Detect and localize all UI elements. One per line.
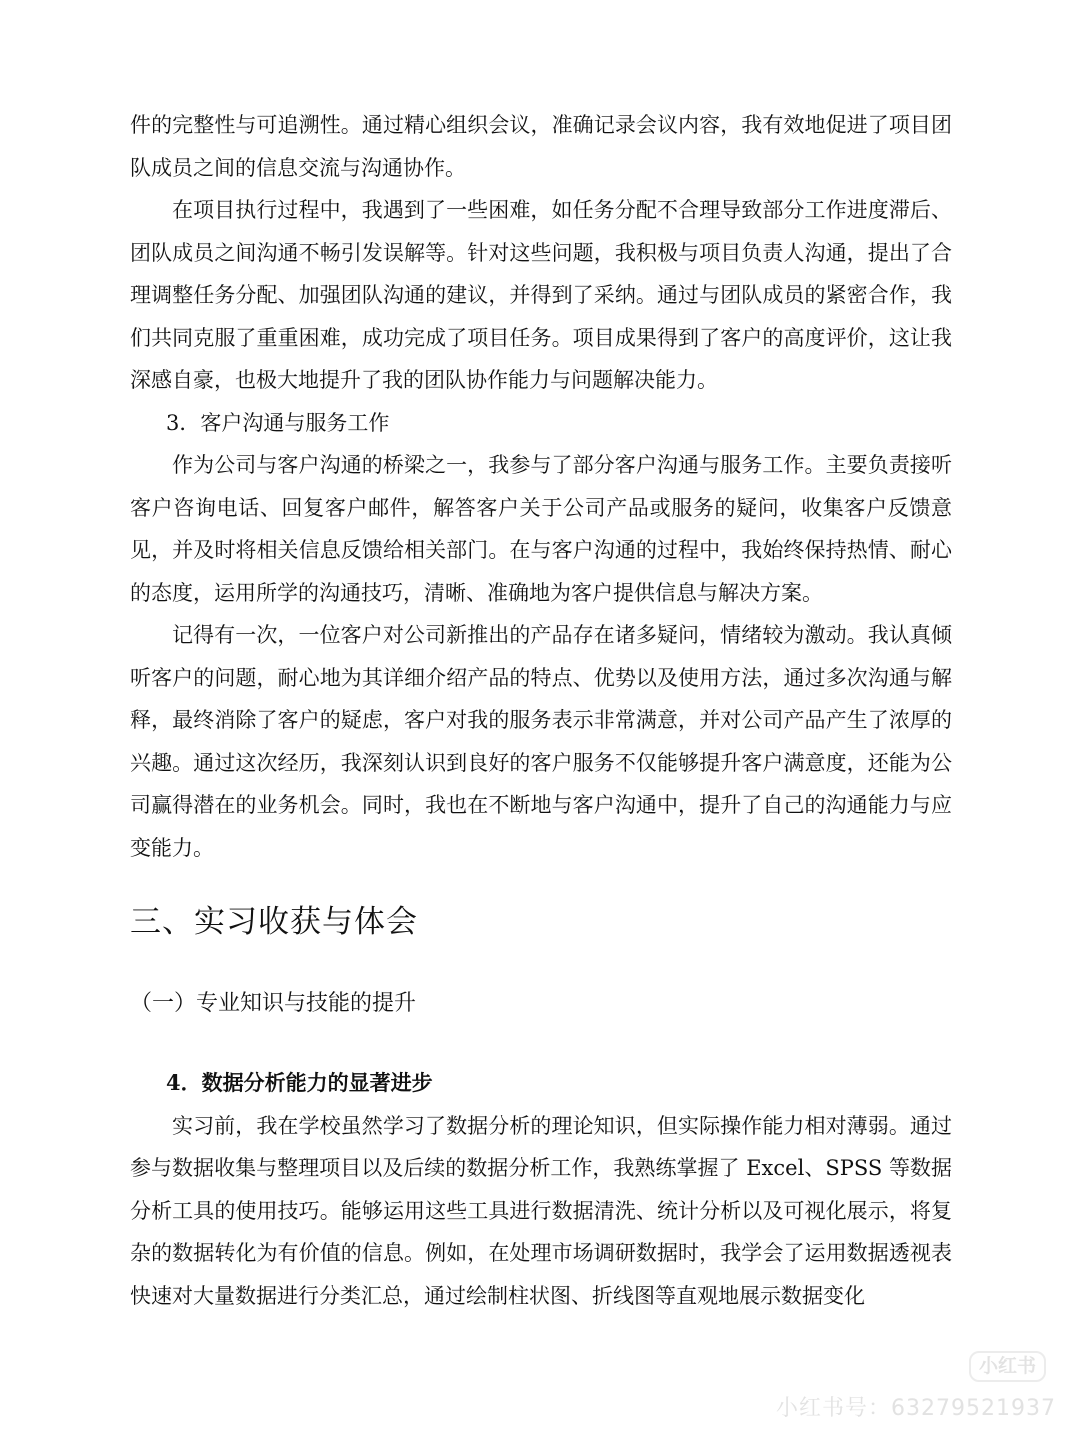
paragraph-continuation: 件的完整性与可追溯性。通过精心组织会议，准确记录会议内容，我有效地促进了项目团队成员之间的信息交流与沟通协作。 bbox=[130, 113, 952, 180]
subsection-heading: （一）专业知识与技能的提升 bbox=[130, 991, 417, 1016]
watermark-id: 小红书号：63279521937 bbox=[776, 1395, 1056, 1421]
item-heading-data-analysis: 4．数据分析能力的显著进步 bbox=[166, 1070, 433, 1095]
watermark bbox=[776, 1351, 1056, 1422]
subheading-customer-service: 3．客户沟通与服务工作 bbox=[166, 410, 390, 435]
paragraph-data-analysis: 实习前，我在学校虽然学习了数据分析的理论知识，但实际操作能力相对薄弱。通过参与数据收集与整理项目以及后续的数据分析工作，我熟练掌握了 Excel、SPSS 等数据分析工具的使用技巧。能够运用这些工具进行数据清洗、统计分析以及可视化展示，将复杂的数据转化为有价值的信息。例如，在处理市场调研数据时，我学会了运用数据透视表快速对大量数据进行分类汇总，通过绘制柱状图、折线图等直观地展示数据变化 bbox=[130, 1113, 952, 1308]
watermark-logo: 小红书 bbox=[969, 1351, 1046, 1382]
paragraph-customer-story: 记得有一次，一位客户对公司新推出的产品存在诸多疑问，情绪较为激动。我认真倾听客户的问题，耐心地为其详细介绍产品的特点、优势以及使用方法，通过多次沟通与解释，最终消除了客户的疑虑，客户对我的服务表示非常满意，并对公司产品产生了浓厚的兴趣。通过这次经历，我深刻认识到良好的客户服务不仅能够提升客户满意度，还能为公司赢得潜在的业务机会。同时，我也在不断地与客户沟通中，提升了自己的沟通能力与应变能力。 bbox=[130, 623, 952, 860]
paragraph-customer-service: 作为公司与客户沟通的桥梁之一，我参与了部分客户沟通与服务工作。主要负责接听客户咨询电话、回复客户邮件，解答客户关于公司产品或服务的疑问，收集客户反馈意见，并及时将相关信息反馈给相关部门。在与客户沟通的过程中，我始终保持热情、耐心的态度，运用所学的沟通技巧，清晰、准确地为客户提供信息与解决方案。 bbox=[130, 453, 952, 605]
section-heading: 三、实习收获与体会 bbox=[130, 904, 418, 940]
paragraph-project-difficulties: 在项目执行过程中，我遇到了一些困难，如任务分配不合理导致部分工作进度滞后、团队成员之间沟通不畅引发误解等。针对这些问题，我积极与项目负责人沟通，提出了合理调整任务分配、加强团队沟通的建议，并得到了采纳。通过与团队成员的紧密合作，我们共同克服了重重困难，成功完成了项目任务。项目成果得到了客户的高度评价，这让我深感自豪，也极大地提升了我的团队协作能力与问题解决能力。 bbox=[130, 198, 952, 392]
document-page bbox=[130, 104, 952, 1317]
